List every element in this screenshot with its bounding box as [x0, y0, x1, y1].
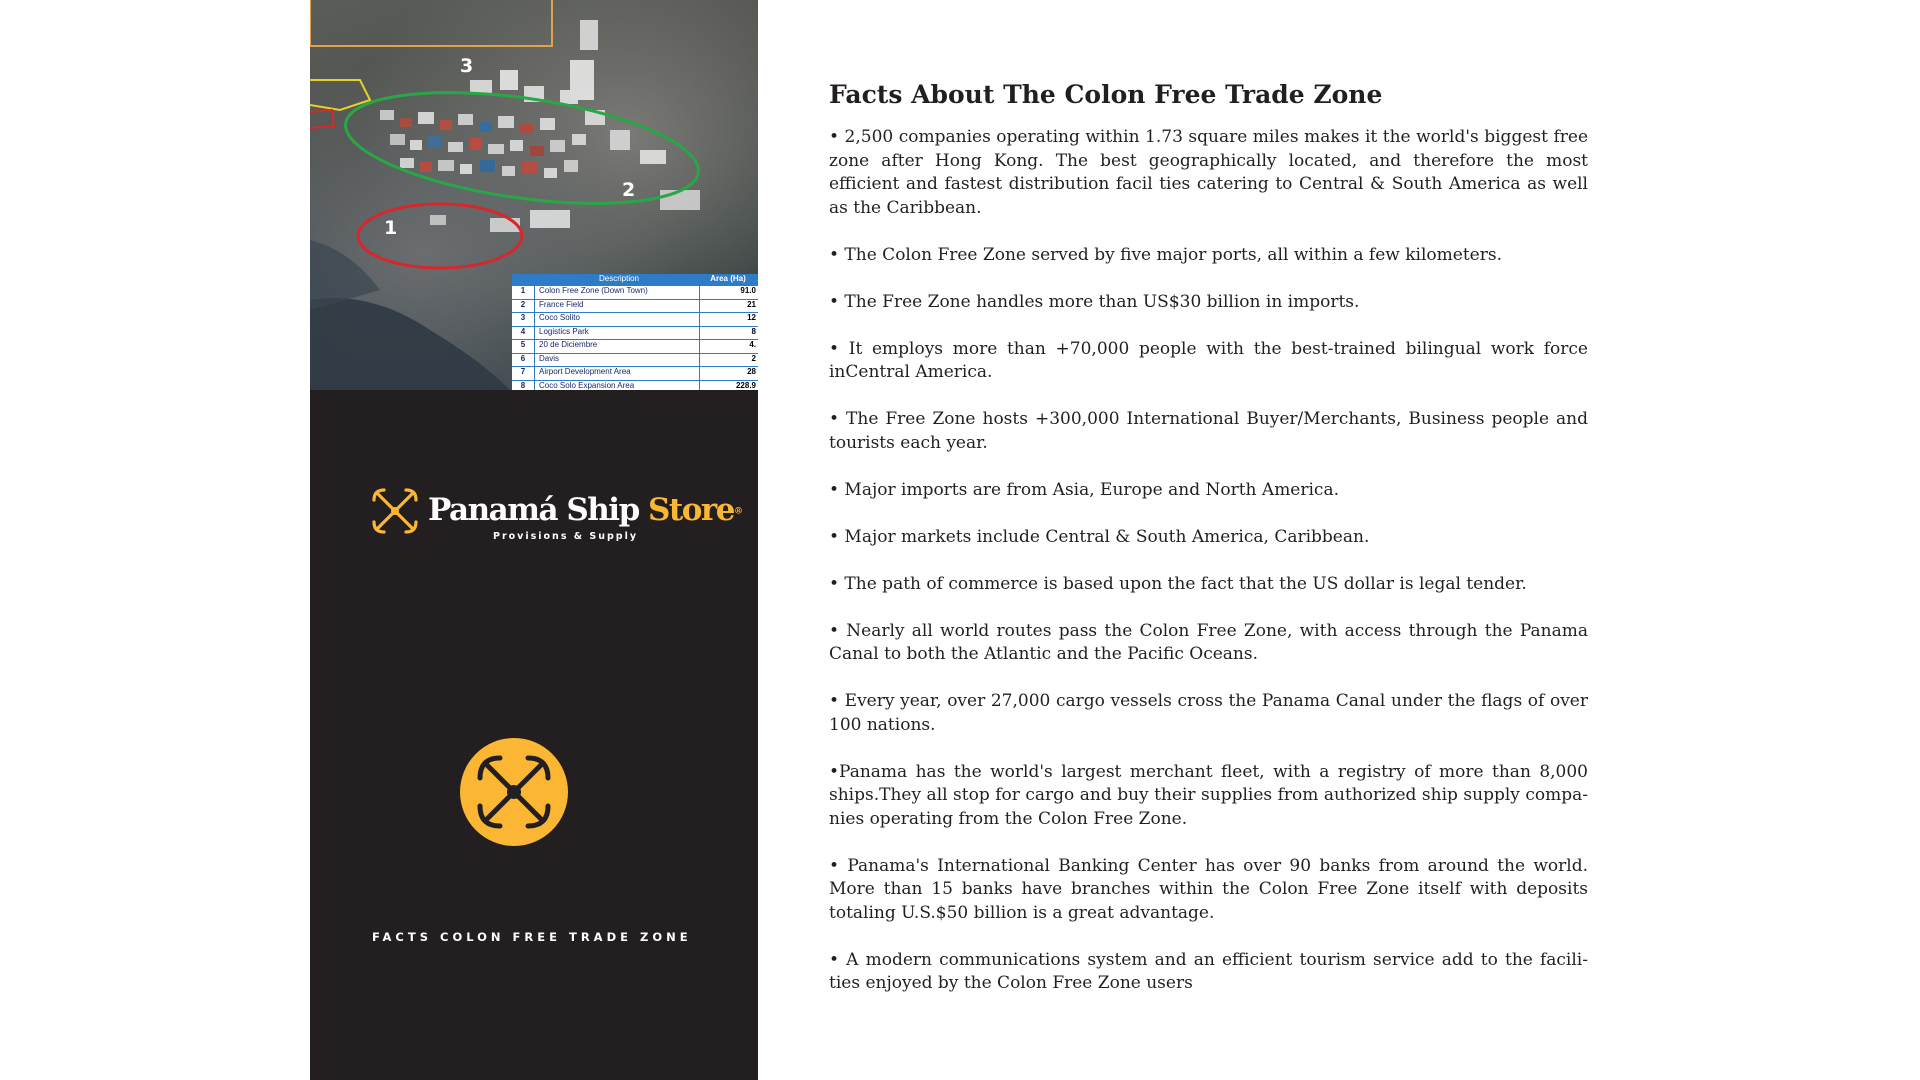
row-desc: Logistics Park	[535, 327, 700, 340]
table-row	[512, 381, 758, 391]
table-row	[512, 354, 758, 368]
row-desc: Coco Solito	[535, 313, 700, 326]
left-panel	[310, 0, 758, 1080]
fact-item: •Panama has the world's largest merchant fleet, with a registry of more than 8,000 ships.They all stop for cargo and buy their supplies from authorized ship supply compa-nies operating from the Colon Free Zone.	[829, 761, 1588, 829]
row-num: 3	[512, 313, 535, 326]
fact-item: • The Free Zone handles more than US$30 billion in imports.	[829, 291, 1360, 312]
row-num: 4	[512, 327, 535, 340]
fact-item: • A modern communications system and an efficient tourism service add to the facili-ties enjoyed by the Colon Free Zone users	[829, 949, 1588, 993]
fact-item: • The path of commerce is based upon the fact that the US dollar is legal tender.	[829, 573, 1527, 594]
row-area: 21	[747, 299, 756, 309]
row-area: 228.9	[735, 380, 756, 390]
table-row	[512, 327, 758, 341]
row-num: 1	[512, 286, 535, 299]
fact-item: • The Colon Free Zone served by five major ports, all within a few kilometers.	[829, 244, 1502, 265]
table-row	[512, 286, 758, 300]
row-area: 28	[747, 367, 756, 376]
fact-item: • Major markets include Central & South America, Caribbean.	[829, 526, 1370, 547]
zone-area-table-header	[512, 274, 758, 286]
row-num: 7	[512, 367, 535, 380]
header-description: Description	[535, 274, 700, 286]
row-desc: Airport Development Area	[535, 367, 700, 380]
row-area: 91.0	[740, 286, 756, 295]
row-area: 12	[747, 313, 756, 322]
registered-mark: ®	[734, 506, 743, 517]
zone-area-table	[512, 274, 758, 390]
table-row	[512, 313, 758, 327]
row-desc: Davis	[535, 354, 700, 367]
anchor-emblem-icon	[460, 738, 568, 846]
brand-logo	[372, 488, 743, 548]
fact-item: • Major imports are from Asia, Europe and North America.	[829, 479, 1339, 500]
row-area: 2	[751, 353, 756, 363]
row-area: 4.	[749, 340, 756, 349]
fact-item: • 2,500 companies operating within 1.73 square miles makes it the world's biggest free zone after Hong Kong. The best geographically located, and therefore the most efficient and fastest distribution facil ties catering to Central & South America as well as the Caribbean.	[829, 127, 1588, 218]
row-num: 8	[512, 381, 535, 391]
row-num: 5	[512, 340, 535, 353]
fact-item: • Nearly all world routes pass the Colon Free Zone, with access through the Panama Canal to both the Atlantic and the Pacific Oceans.	[829, 620, 1588, 664]
panel-label: FACTS COLON FREE TRADE ZONE	[372, 930, 692, 944]
brand-tagline: Provisions & Supply	[493, 531, 639, 542]
fact-item: • The Free Zone hosts +300,000 International Buyer/Merchants, Business people and tourists each year.	[829, 409, 1588, 453]
aerial-map-image	[310, 0, 758, 390]
table-row	[512, 300, 758, 314]
header-area: Area (Ha)	[710, 274, 746, 283]
table-row	[512, 367, 758, 381]
brand-name	[428, 492, 743, 528]
row-area: 8	[751, 326, 756, 336]
row-desc: France Field	[535, 300, 700, 313]
row-num: 6	[512, 354, 535, 367]
fact-item: • Panama's International Banking Center has over 90 banks from around the world. More than 15 banks have branches within the Colon Free Zone itself with deposits totaling U.S.$50 billion is a great advantage.	[829, 855, 1588, 923]
brand-name-main: Panamá Ship	[428, 492, 639, 528]
table-row	[512, 340, 758, 354]
row-desc: 20 de Diciembre	[535, 340, 700, 353]
fact-item: • Every year, over 27,000 cargo vessels cross the Panama Canal under the flags of over 100 nations.	[829, 691, 1588, 735]
row-num: 2	[512, 300, 535, 313]
page-title: Facts About The Colon Free Trade Zone	[829, 80, 1383, 109]
brand-name-accent: Store	[648, 492, 734, 528]
fact-item: • It employs more than +70,000 people with the best-trained bilingual work force inCentral America.	[829, 338, 1588, 382]
row-desc: Coco Solo Expansion Area	[535, 381, 700, 391]
facts-content	[829, 80, 1588, 1019]
zone-label-2: 2	[622, 179, 636, 201]
row-desc: Colon Free Zone (Down Town)	[535, 286, 700, 299]
zone-label-1: 1	[384, 217, 398, 239]
zone-label-3: 3	[460, 55, 474, 77]
crossed-anchors-icon	[372, 488, 418, 534]
